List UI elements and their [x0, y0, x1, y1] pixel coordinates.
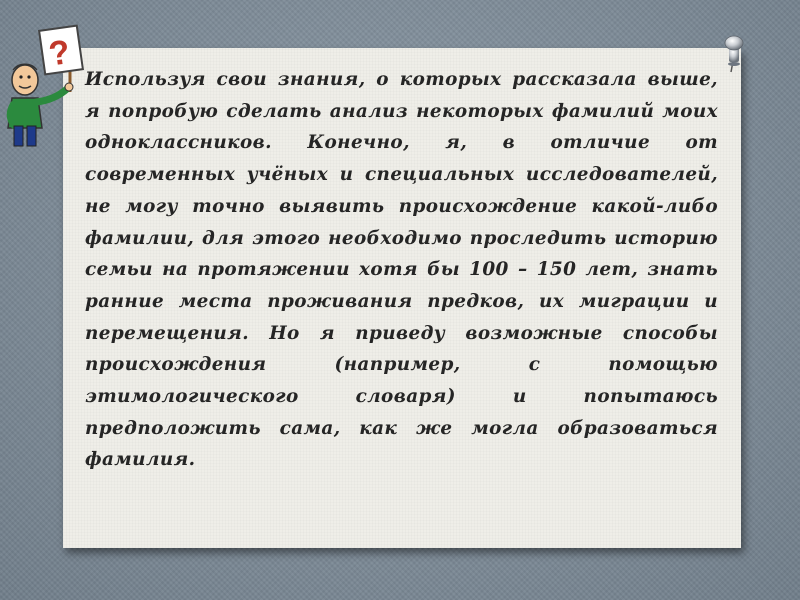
- pushpin-icon: [719, 34, 749, 74]
- body-text: Используя свои знания, о которых рассказала выше, я попробую сделать анализ некоторых фамилий моих одноклассников. Конечно, я, в отличие от современных учёных и специальных исследователей, не могу точно выявить происхождение какой-либо фамилии, для этого необходимо проследить историю семьи на протяжении хотя бы 100 – 150 лет, знать ранние места проживания предков, их миграции и перемещения. Но я приведу возможные способы происхождения (например, с помощью этимологического словаря) и попытаюсь предположить сама, как же могла образоваться фамилия.: [85, 69, 718, 471]
- svg-text:?: ?: [46, 32, 73, 74]
- person-holding-question-sign-icon: [0, 20, 100, 150]
- question-mark-icon: [39, 26, 83, 75]
